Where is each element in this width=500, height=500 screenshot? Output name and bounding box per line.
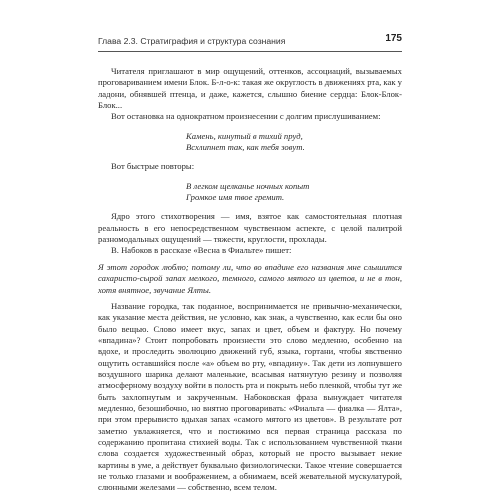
verse-1-line-1: Камень, кинутый в тихий пруд, xyxy=(186,130,303,141)
verse-2-line-2: Громкое имя твое гремит. xyxy=(186,192,285,203)
verse-2-line-1: В легком щелканье ночных копыт xyxy=(186,180,310,191)
paragraph-4: Ядро этого стихотворения — имя, взятое как самостоятельная плотная реальность в его непосредственном чувственном аспекте, с целой палитрой разномодальных ощущений — тяжести, круглости, прохлады. xyxy=(98,211,402,245)
page-number: 175 xyxy=(385,33,402,44)
verse-1-line-2: Всхлипнет так, как тебя зовут. xyxy=(186,142,305,153)
running-head: Глава 2.3. Стратиграфия и структура сознания xyxy=(98,36,286,46)
paragraph-3: Вот быстрые повторы: xyxy=(111,161,195,172)
paragraph-1: Читателя приглашают в мир ощущений, оттенков, ассоциаций, вызываемых проговариванием имени Блок. Б-л-о-к: такая же округлость в движениях рта, как у ладони, обнявшей птенца, и даже, кажется, слышно биение сердца: Блок-Блок-Блок... xyxy=(98,66,402,111)
body-text xyxy=(98,66,402,494)
quote-nabokov: Я этот городок люблю; потому ли, что во впадине его названия мне слышится сахаристо-сырой запах мелкого, темного, самого мятого из цветов, и не в тон, хотя внятное, звучание Ялты. xyxy=(98,261,402,295)
paragraph-7: Название городка, так поданное, воспринимается не привычно-механически, как указание места действия, не условно, как знак, а чувственно, как если бы оно было вещью. Слово имеет вкус, запах и цвет, объем и фактуру. Но почему «впадина»? Стоит попробовать произнести это слово медленно, особенно на вдохе, и проследить эволюцию движений губ, языка, гортани, чтобы явственно ощутить оставшийся после «а» объем во рту, «впадину». Так дети из лопнувшего воздушного шарика делают маленькие, всасывая натянутую резину и позволяя атмосферному воздуху войти в полость рта и покрыть небо пленкой, чтобы тут же быть захлопнутым и закрученным. Набоковская фраза вынуждает читателя медленно, безошибочно, но внятно проговаривать: «Фиальта — фиалка — Ялта», при этом прерывисто вдыхая запах «самого мятого из цветов». В результате рот заметно увлажняется, что и постижимо вся первая страница рассказа по содержанию пропитана стихией воды. Так с использованием чувственной ткани слова создается художественный образ, который не просто вызывает некие картины в уме, а действует буквально физиологически. Такое чтение совершается не только глазами и воображением, а обнимаем, всей жевательной мускулатурой, слюнными железами — собственно, всем телом. xyxy=(98,300,402,493)
header-rule xyxy=(98,51,402,52)
paragraph-5: В. Набоков в рассказе «Весна в Фиальте» пишет: xyxy=(111,245,292,256)
paragraph-2: Вот остановка на однократном произнесении с долгим прислушиванием: xyxy=(111,111,381,122)
